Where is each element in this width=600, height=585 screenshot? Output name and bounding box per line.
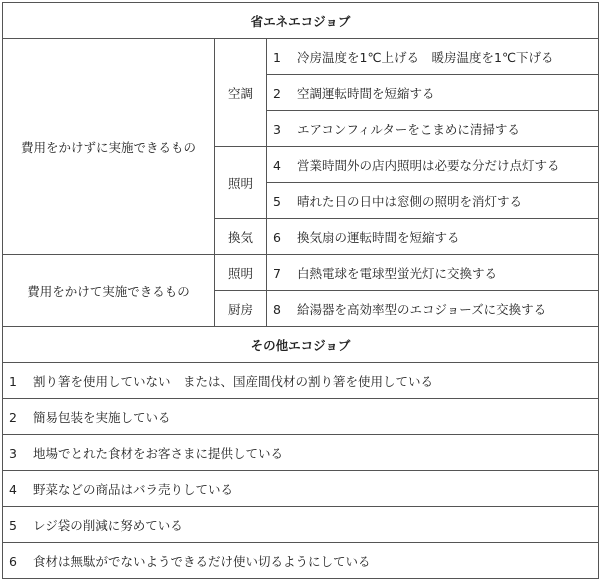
subgroup-label-lighting: 照明 <box>215 147 267 219</box>
item-text: 空調運転時間を短縮する <box>297 85 435 101</box>
item-number: 6 <box>9 553 17 569</box>
item-text: 野菜などの商品はバラ売りしている <box>33 481 234 497</box>
item-text: 給湯器を高効率型のエコジョーズに交換する <box>297 301 547 317</box>
other-item-1 <box>3 363 599 399</box>
item-text: 割り箸を使用していない または、国産間伐材の割り箸を使用している <box>33 373 434 389</box>
group-label-with-cost: 費用をかけて実施できるもの <box>3 255 215 327</box>
table-row <box>3 255 599 291</box>
energy-item-3 <box>267 111 599 147</box>
other-item-6 <box>3 543 599 579</box>
item-text: 簡易包装を実施している <box>33 409 171 425</box>
item-text: 白熱電球を電球型蛍光灯に交換する <box>297 265 498 281</box>
item-number: 3 <box>273 121 281 137</box>
other-section-title: その他エコジョブ <box>3 327 599 363</box>
energy-item-1 <box>267 39 599 75</box>
item-number: 8 <box>273 301 281 317</box>
item-text: 営業時間外の店内照明は必要な分だけ点灯する <box>297 157 560 173</box>
table-row <box>3 39 599 75</box>
subgroup-label-lighting-2: 照明 <box>215 255 267 291</box>
other-item-5 <box>3 507 599 543</box>
table-row <box>3 471 599 507</box>
other-item-4 <box>3 471 599 507</box>
table-row <box>3 399 599 435</box>
item-number: 1 <box>9 373 17 389</box>
item-text: 晴れた日の日中は窓側の照明を消灯する <box>297 193 523 209</box>
eco-job-table <box>2 2 599 579</box>
group-label-no-cost: 費用をかけずに実施できるもの <box>3 39 215 255</box>
item-text: エアコンフィルターをこまめに清掃する <box>297 121 520 137</box>
table-row <box>3 363 599 399</box>
item-number: 2 <box>9 409 17 425</box>
item-text: 地場でとれた食材をお客さまに提供している <box>33 445 284 461</box>
subgroup-label-kitchen: 厨房 <box>215 291 267 327</box>
energy-item-8 <box>267 291 599 327</box>
table-row <box>3 507 599 543</box>
item-number: 5 <box>9 517 17 533</box>
energy-section-title: 省エネエコジョブ <box>3 3 599 39</box>
subgroup-label-ventilation: 換気 <box>215 219 267 255</box>
table-row <box>3 543 599 579</box>
item-number: 6 <box>273 229 281 245</box>
item-number: 3 <box>9 445 17 461</box>
item-text: 食材は無駄がでないようできるだけ使い切るようにしている <box>33 553 371 569</box>
table-row <box>3 435 599 471</box>
item-text: 換気扇の運転時間を短縮する <box>297 229 460 245</box>
item-number: 4 <box>273 157 281 173</box>
energy-item-5 <box>267 183 599 219</box>
energy-item-2 <box>267 75 599 111</box>
item-text: 冷房温度を1℃上げる 暖房温度を1℃下げる <box>297 49 554 65</box>
subgroup-label-aircon: 空調 <box>215 39 267 147</box>
item-number: 2 <box>273 85 281 101</box>
item-number: 7 <box>273 265 281 281</box>
energy-item-4 <box>267 147 599 183</box>
item-number: 1 <box>273 49 281 65</box>
other-section-header <box>3 327 599 363</box>
other-item-3 <box>3 435 599 471</box>
energy-section-header <box>3 3 599 39</box>
item-text: レジ袋の削減に努めている <box>33 517 183 533</box>
item-number: 5 <box>273 193 281 209</box>
energy-item-6 <box>267 219 599 255</box>
energy-item-7 <box>267 255 599 291</box>
other-item-2 <box>3 399 599 435</box>
item-number: 4 <box>9 481 17 497</box>
